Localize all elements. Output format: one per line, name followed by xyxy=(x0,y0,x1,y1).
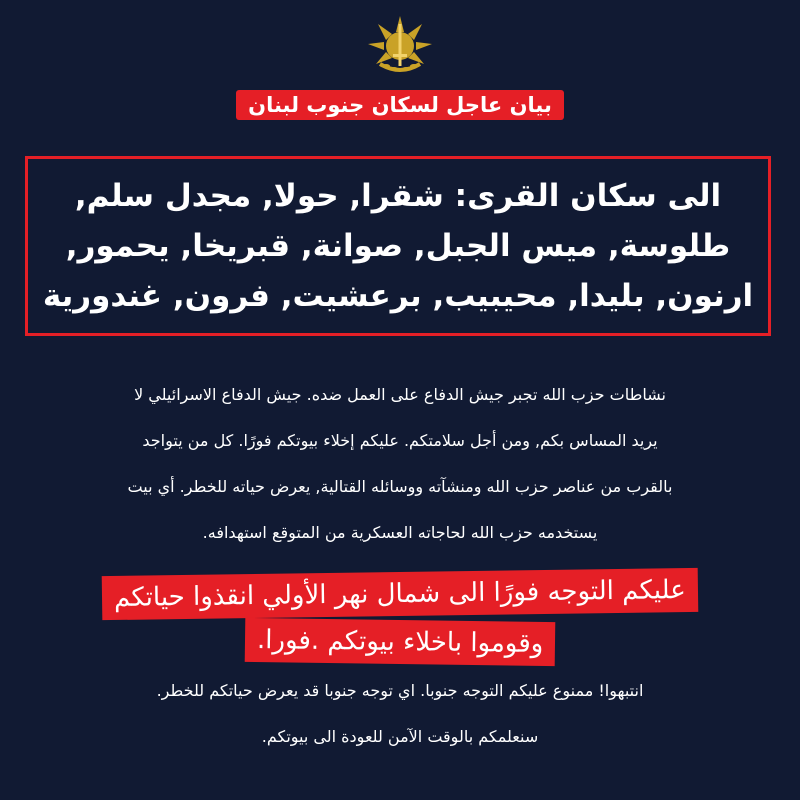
callout-line: عليكم التوجه فورًا الى شمال نهر الأولي انقذوا حياتكم xyxy=(102,568,698,620)
warning-paragraph xyxy=(40,668,760,760)
idf-emblem-icon xyxy=(364,14,436,74)
callout-banner xyxy=(30,572,770,668)
warning-line: سنعلمكم بالوقت الآمن للعودة الى بيوتكم. xyxy=(261,727,539,746)
body-line: نشاطات حزب الله تجبر جيش الدفاع على العمل ضده. جيش الدفاع الاسرائيلي لا xyxy=(134,385,666,404)
villages-list: الى سكان القرى: شقرا, حولا, مجدل سلم, طلوسة, ميس الجبل, صوانة, قبريخا, يحمور, ارنون, بليدا, محيبيب, برعشيت, فرون, غندورية xyxy=(42,178,754,314)
warning-line: انتبهوا! ممنوع عليكم التوجه جنوبا. اي توجه جنوبا قد يعرض حياتكم للخطر. xyxy=(156,681,644,700)
body-line: بالقرب من عناصر حزب الله ومنشآته ووسائله القتالية, يعرض حياته للخطر. أي بيت xyxy=(127,477,673,496)
body-line: يستخدمه حزب الله لحاجاته العسكرية من المتوقع استهدافه. xyxy=(202,523,598,542)
villages-box xyxy=(25,156,771,336)
body-line: يريد المساس بكم, ومن أجل سلامتكم. عليكم إخلاء بيوتكم فورًا. كل من يتواجد xyxy=(142,431,658,450)
callout-line: وقوموا باخلاء بيوتكم .فورا. xyxy=(245,618,556,666)
headline-wrap xyxy=(0,90,800,120)
body-paragraph xyxy=(40,372,760,556)
headline-banner: بيان عاجل لسكان جنوب لبنان xyxy=(236,90,564,120)
